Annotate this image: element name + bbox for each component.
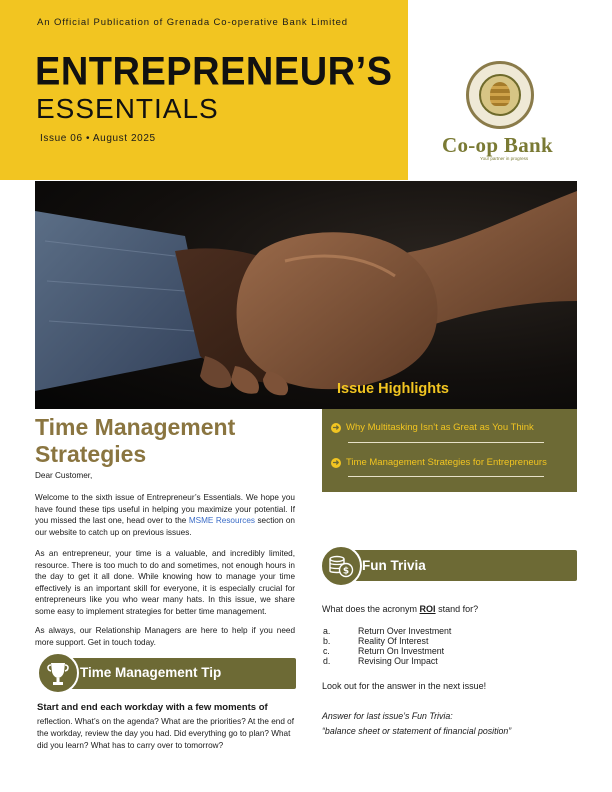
trivia-question bbox=[322, 604, 478, 614]
question-term: ROI bbox=[419, 604, 436, 614]
seal-inner bbox=[479, 74, 521, 116]
paragraph-intro bbox=[35, 492, 295, 538]
option-letter: d. bbox=[323, 656, 331, 666]
svg-text:$: $ bbox=[342, 566, 350, 577]
highlight-divider bbox=[348, 442, 544, 443]
highlight-label: Time Management Strategies for Entrepreneurs bbox=[346, 457, 547, 468]
paragraph-support: As always, our Relationship Managers are here to help if you need more support. Get in touch today. bbox=[35, 626, 295, 647]
question-text-a: What does the acronym bbox=[322, 604, 420, 614]
option-letter: b. bbox=[323, 636, 331, 646]
newsletter-subtitle: ESSENTIALS bbox=[36, 93, 219, 124]
logo-tagline: Your partner in progress bbox=[480, 156, 529, 161]
issue-highlights-heading: Issue Highlights bbox=[337, 381, 449, 397]
coop-bank-logo bbox=[440, 55, 562, 165]
question-text-b: stand for? bbox=[435, 604, 479, 614]
highlight-label: Why Multitasking Isn’t as Great as You Think bbox=[346, 422, 534, 433]
greeting: Dear Customer, bbox=[35, 471, 93, 480]
option-letter: a. bbox=[323, 626, 331, 636]
highlight-divider bbox=[348, 476, 544, 477]
last-answer-label: Answer for last issue’s Fun Trivia: bbox=[322, 711, 453, 721]
issue-info: Issue 06 • August 2025 bbox=[40, 133, 156, 144]
intro-text-a: Welcome to the sixth issue of Entrepreneur’s Essentials. We hope you have found these tips useful in helping you maximize your potential. If you missed the last one, head over to the bbox=[35, 493, 295, 526]
option-text: Reality Of Interest bbox=[358, 636, 429, 646]
handshake-photo bbox=[35, 181, 577, 409]
option-text: Return Over Investment bbox=[358, 626, 452, 636]
option-text: Return On Investment bbox=[358, 646, 445, 656]
trivia-bar-label: Fun Trivia bbox=[362, 558, 426, 573]
paragraph-time: As an entrepreneur, your time is a valuable, and incredibly limited, resource. There is too much to do and sometimes, not enough hours in the day to get it all done. While knowing how to manage your time effectively is an important skill for everyone, it is especially crucial for entrepreneurs like you who wear many hats. In this issue, we share some easy to implement strategies for better time management. bbox=[35, 549, 295, 616]
option-text: Revising Our Impact bbox=[358, 656, 438, 666]
tip-bar-label: Time Management Tip bbox=[80, 665, 222, 680]
coins-glyph bbox=[322, 547, 360, 585]
arrow-circle-icon: ➜ bbox=[332, 457, 340, 467]
arrow-circle-icon: ➜ bbox=[332, 422, 340, 432]
last-answer-text: “balance sheet or statement of financial position” bbox=[322, 726, 512, 736]
beehive-icon bbox=[490, 82, 510, 106]
option-letter: c. bbox=[323, 646, 330, 656]
msme-resources-link[interactable]: MSME Resources bbox=[188, 516, 255, 526]
logo-name: Co-op Bank bbox=[442, 133, 553, 157]
handshake-illustration bbox=[35, 181, 577, 409]
trivia-lookout: Look out for the answer in the next issue! bbox=[322, 681, 487, 691]
tip-text: reflection. What’s on the agenda? What are the priorities? At the end of the workday, review the day you had. Did everything go to plan? What did you learn? What has to carry over to tomorrow? bbox=[37, 717, 295, 750]
issue-highlights-box bbox=[322, 409, 577, 492]
article-title: Time Management Strategies bbox=[35, 414, 236, 467]
highlight-item[interactable] bbox=[331, 457, 547, 468]
trophy-icon bbox=[37, 652, 79, 694]
publication-line: An Official Publication of Grenada Co-operative Bank Limited bbox=[37, 17, 348, 28]
beehive-seal-icon bbox=[466, 61, 534, 129]
tip-heading: Start and end each workday with a few moments of bbox=[37, 702, 268, 713]
trophy-glyph bbox=[39, 654, 77, 692]
newsletter-title: ENTREPRENEUR’S bbox=[35, 49, 393, 95]
highlight-item[interactable] bbox=[331, 422, 534, 433]
intro-text-b: section on our website to catch up on previous issues. bbox=[35, 516, 295, 537]
coins-icon bbox=[320, 545, 362, 587]
